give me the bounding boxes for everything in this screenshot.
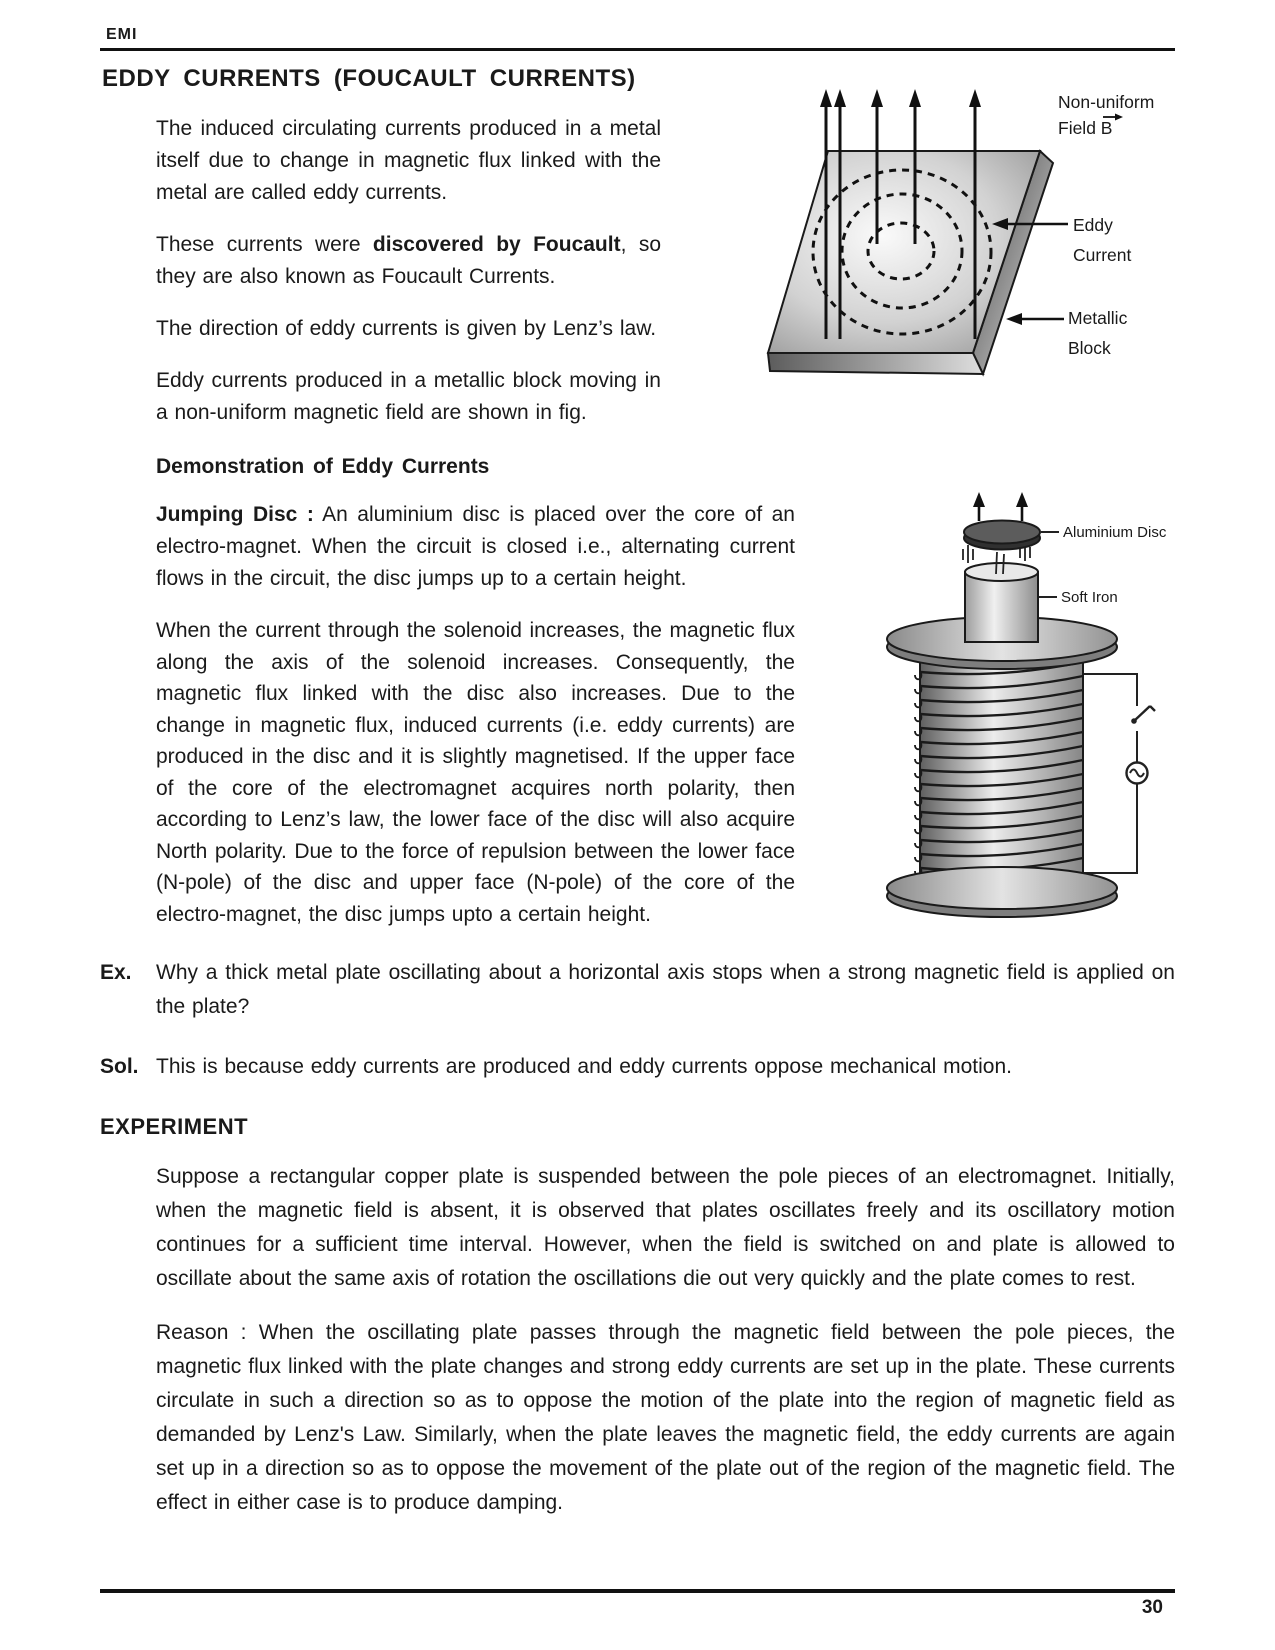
solution-label: Sol. bbox=[100, 1055, 139, 1078]
experiment-paragraph-2: Reason : When the oscillating plate passes through the magnetic field between the pole pieces, the magnetic flux linked with the plate changes and strong eddy currents are set up in the plate. These currents circulate in such a direction so as to oppose the motion of the plate into the region of magnetic field as demanded by Lenz's Law. Similarly, when the plate leaves the magnetic field, the eddy currents are again set up in a direction so as to oppose the movement of the plate out of the region of the magnetic field. The effect in either case is to produce damping. bbox=[156, 1321, 1175, 1514]
switch-icon bbox=[1131, 706, 1155, 724]
experiment-heading: EXPERIMENT bbox=[100, 1114, 249, 1139]
eddy-current-block-illustration bbox=[700, 76, 1175, 388]
aluminium-disc bbox=[964, 521, 1040, 550]
jumping-disc-illustration bbox=[823, 450, 1175, 920]
disc-label: Aluminium Disc bbox=[1063, 524, 1167, 541]
solenoid-paragraph: When the current through the solenoid increases, the magnetic flux along the axis of the solenoid increases. Consequently, the magnetic flux linked with the disc also increases. Due to the change in magnetic flux, induced currents (i.e. eddy currents) are produced in the disc and it is slightly magnetised. If the upper face of the core of the electromagnet acquires north polarity, then according to Lenz’s law, the lower face of the disc will also acquire North polarity. Due to the force of repulsion between the lower face (N-pole) of the disc and upper face (N-pole) of the core of the electro-magnet, the disc jumps upto a certain height. bbox=[156, 619, 795, 926]
example-text: Why a thick metal plate oscillating about a horizontal axis stops when a strong magnetic field is applied on the plate? bbox=[156, 961, 1175, 1018]
fig1-labels bbox=[992, 92, 1154, 358]
jump-arrows-icon bbox=[973, 492, 1028, 521]
figure-jumping-disc bbox=[795, 479, 1175, 919]
intro-paragraph-4: Eddy currents produced in a metallic block moving in a non-uniform magnetic field are shown in fig. bbox=[156, 369, 661, 424]
solution-block bbox=[100, 1050, 1175, 1084]
example-label: Ex. bbox=[100, 961, 132, 984]
footer-divider bbox=[100, 1589, 1175, 1593]
intro-paragraph-1: The induced circulating currents produced in a metal itself due to change in magnetic flux linked with the metal are called eddy currents. bbox=[156, 117, 661, 204]
page-number: 30 bbox=[1141, 1597, 1163, 1618]
ac-source-icon bbox=[1127, 763, 1148, 784]
page-header bbox=[100, 26, 1175, 51]
jumping-disc-lead: Jumping Disc : bbox=[156, 503, 314, 526]
field-label-line1: Non-uniform bbox=[1058, 92, 1155, 112]
field-label-line2: Field B bbox=[1058, 118, 1113, 138]
demonstration-heading: Demonstration of Eddy Currents bbox=[156, 455, 490, 478]
experiment-paragraph-1: Suppose a rectangular copper plate is suspended between the pole pieces of an electromagnet. Initially, when the magnetic field is absent, it is observed that plates oscillates freely and its oscillatory motion continues for a sufficient time interval. However, when the field is switched on and plate is allowed to oscillate about the same axis of rotation the oscillations die out very quickly and the plate comes to rest. bbox=[156, 1165, 1175, 1290]
core-label: Soft Iron bbox=[1061, 589, 1118, 606]
figure-eddy-current-block bbox=[661, 92, 1175, 465]
soft-iron-core bbox=[965, 563, 1038, 642]
intro-p2-pre: These currents were bbox=[156, 233, 373, 256]
solution-text: This is because eddy currents are produced and eddy currents oppose mechanical motion. bbox=[156, 1055, 1012, 1078]
jumping-disc-rest: An aluminium disc is placed over the core of an electro-magnet. When the circuit is closed i.e., alternating current flows in the circuit, the disc jumps up to a certain height. bbox=[156, 503, 795, 590]
intro-paragraph-3: The direction of eddy currents is given by Lenz’s law. bbox=[156, 317, 657, 340]
intro-p2-post: , so they are also known as Foucault Currents. bbox=[156, 233, 661, 288]
block-label-line1: Metallic bbox=[1068, 308, 1128, 328]
fig2-labels bbox=[1039, 524, 1167, 606]
chapter-label: EMI bbox=[106, 26, 138, 43]
intro-p2-bold: discovered by Foucault bbox=[372, 233, 621, 256]
spool-bottom-flange bbox=[887, 867, 1117, 917]
eddy-label-line1: Eddy bbox=[1073, 215, 1113, 235]
example-block bbox=[100, 956, 1175, 1024]
metallic-block bbox=[768, 151, 1053, 374]
solenoid-coil bbox=[915, 653, 1083, 885]
page-title: EDDY CURRENTS (FOUCAULT CURRENTS) bbox=[102, 65, 636, 92]
block-label-line2: Block bbox=[1068, 338, 1111, 358]
eddy-label-line2: Current bbox=[1073, 245, 1132, 265]
block-pointer-icon bbox=[1006, 313, 1064, 325]
